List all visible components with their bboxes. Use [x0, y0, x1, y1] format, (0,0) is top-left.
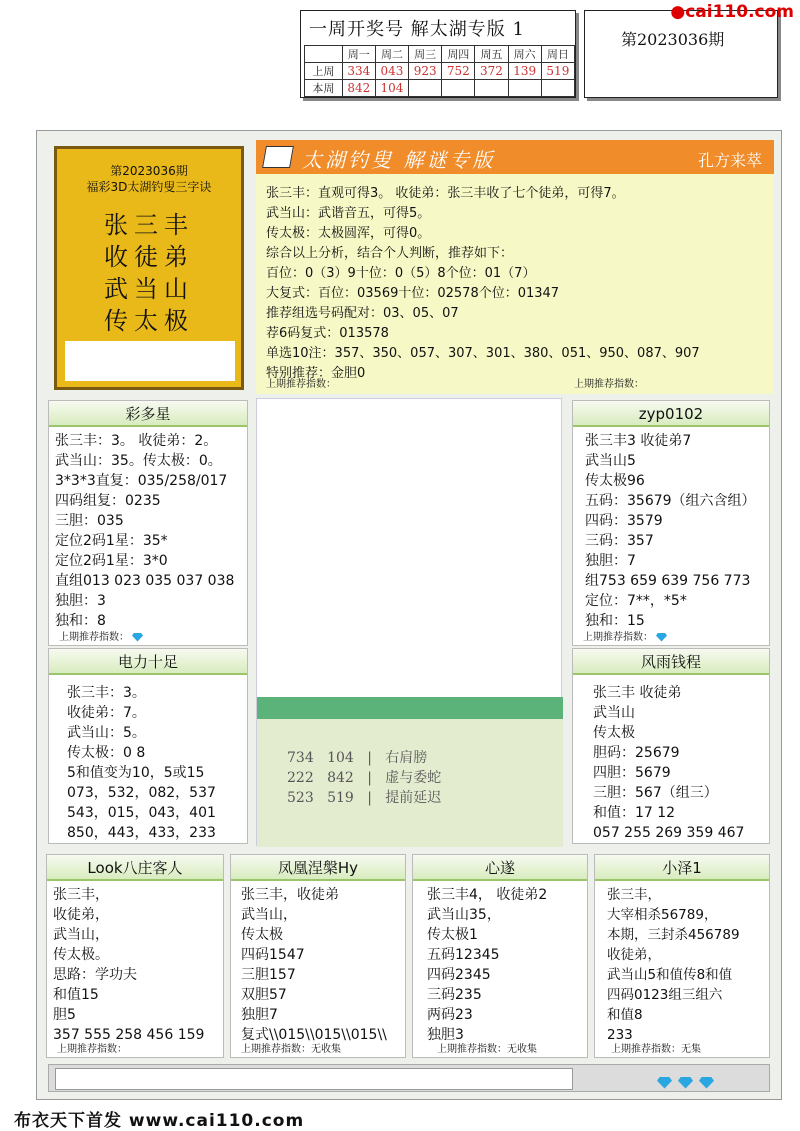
card-title: 电力十足 [49, 649, 247, 675]
scroll-icon [262, 146, 294, 168]
diamond-icon [132, 633, 143, 642]
card-rec: 上期推荐指数： [583, 628, 667, 643]
diamond-icon [656, 633, 667, 642]
card-rec: 上期推荐指数：无收集 [437, 1044, 537, 1055]
weekly-draw-table: 周一 周二 周三 周四 周五 周六 周日 上周 334 043 923 752 372 139 519 本周 842 104 [304, 45, 575, 97]
main-rec-left: 上期推荐指数： [266, 379, 336, 390]
weekly-draw-panel [300, 10, 576, 98]
card-body: 张三丰4， 收徒弟2 武当山35， 传太极1 五码12345 四码2345 三码235 两码23 独胆3 [427, 887, 548, 1043]
card-fenghuang [230, 854, 406, 1058]
poster-subtitle: 福彩3D太湖钓叟三字诀 [86, 180, 212, 194]
main-rec-right: 上期推荐指数： [574, 379, 644, 390]
footer-bar [48, 1064, 770, 1092]
poster-word: 收徒弟 [104, 243, 194, 271]
list-item: 222 842 | 虚与委蛇 [287, 770, 442, 786]
green-divider [257, 697, 563, 719]
card-title: 凤凰涅槃Hy [231, 855, 405, 881]
card-zyp0102 [572, 400, 770, 646]
diamond-icon [657, 1077, 672, 1089]
card-body: 张三丰：3。 收徒弟：2。 武当山：35。传太极：0。 3*3*3直复：035/258/017 四码组复：0235 三胆：035 定位2码1星：35* 定位2码1星：3*0 直组013 023 035 037 038 独胆：3 独和：8 [55, 433, 235, 629]
card-title: 小泽1 [595, 855, 769, 881]
footer-input[interactable] [55, 1068, 573, 1090]
card-dianli [48, 648, 248, 844]
card-body: 张三丰3 收徒弟7 武当山5 传太极96 五码：35679（组六含组） 四码：3579 三码：357 独胆：7 组753 659 639 756 773 定位：7**，*5* 独和：15 [585, 433, 756, 629]
period-box [584, 10, 778, 98]
card-xiaoze [594, 854, 770, 1058]
site-logo[interactable]: ●cai110.com [670, 2, 794, 22]
card-body: 张三丰：3。 收徒弟：7。 武当山：5。 传太极：0 8 5和值变为10，5或15 073，532，082，537 543，015，043，401 850，443，433，233 [67, 685, 216, 841]
main-body: 张三丰：直观可得3。 收徒弟：张三丰收了七个徒弟，可得7。 武当山：武谐音五，可得5。 传太极：太极圆浑，可得0。 综合以上分析，结合个人判断，推荐如下： 百位：0（3）9十位：0（5）8个位：01（7） 大复式：百位：03569十位：02578个位：01347 推荐组选号码配对：03、05、07 荐6码复式：013578 单选10注：357、350、057、307、301、380、051、950、087、907 特别推荐：金胆0 [266, 186, 700, 381]
card-title: 心遂 [413, 855, 587, 881]
poster-word: 张三丰 [104, 211, 194, 239]
poster-word: 武当山 [104, 275, 194, 303]
main-title: 太湖钓叟 解谜专版 [302, 148, 496, 172]
poster-blank [65, 341, 235, 381]
card-title: 风雨钱程 [573, 649, 769, 675]
card-body: 张三丰， 大宰相杀56789， 本期，三封杀456789 收徒弟， 武当山5和值传8和值 四码0123组三组六 和值8 233 [607, 887, 740, 1043]
card-rec: 上期推荐指数： [57, 1044, 127, 1055]
card-rec: 上期推荐指数： [59, 628, 143, 643]
card-body: 张三丰 收徒弟 武当山 传太极 胆码：25679 四胆：5679 三胆：567（组三） 和值：17 12 057 255 269 359 467 [593, 685, 745, 841]
riddle-poster [54, 146, 244, 390]
poster-period: 第2023036期 [110, 164, 188, 178]
weekly-draw-title: 一周开奖号 解太湖专版 1 [309, 19, 525, 40]
card-title: Look八庄客人 [47, 855, 223, 881]
bottom-site-text[interactable]: 布衣天下首发 www.cai110.com [14, 1111, 305, 1131]
diamond-icon [678, 1077, 693, 1089]
card-body: 张三丰， 收徒弟， 武当山， 传太极。 思路：学功夫 和值15 胆5 357 555 258 456 159 [53, 887, 205, 1043]
card-rec: 上期推荐指数：无收集 [241, 1044, 341, 1055]
main-header [256, 140, 774, 174]
main-author: 孔方来萃 [697, 151, 762, 170]
card-xinsui [412, 854, 588, 1058]
list-item: 523 519 | 提前延迟 [287, 790, 442, 806]
card-title: 彩多星 [49, 401, 247, 427]
table-row: 上周 334 043 923 752 372 139 519 [305, 63, 575, 80]
card-look [46, 854, 224, 1058]
poster-word: 传太极 [104, 307, 194, 335]
list-item: 734 104 | 右肩膀 [287, 750, 428, 766]
history-list [257, 719, 563, 847]
table-row: 本周 842 104 [305, 80, 575, 97]
period-number: 第2023036期 [621, 30, 725, 49]
card-rec: 上期推荐指数：无集 [611, 1044, 701, 1055]
card-body: 张三丰，收徒弟 武当山， 传太极 四码1547 三胆157 双胆57 独胆7 复式\\015\\015\\015\\ [241, 887, 387, 1043]
footer-gems [651, 1072, 714, 1091]
middle-blank-area [256, 398, 562, 846]
card-fengyu [572, 648, 770, 844]
diamond-icon [699, 1077, 714, 1089]
card-caiduoxing [48, 400, 248, 646]
main-analysis-panel [256, 140, 774, 394]
card-title: zyp0102 [573, 401, 769, 427]
